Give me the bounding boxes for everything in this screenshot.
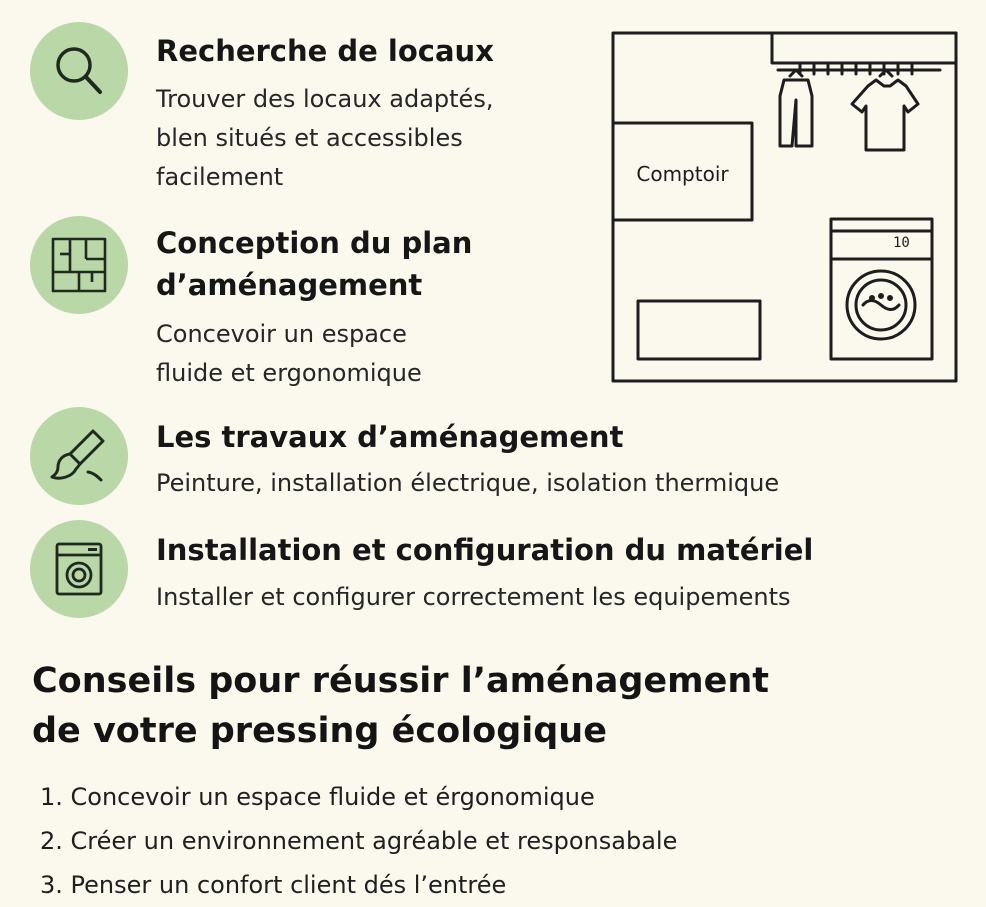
hanging-shirt-icon [852,70,918,150]
service-title-line: Conception du plan [156,226,473,260]
service-description [156,578,790,617]
rail-hooks [800,64,912,74]
service-title [156,222,472,306]
clothes-rack-frame [772,33,956,63]
paint-brush-icon [30,407,128,505]
service-description-line: Installer et configurer correctement les equipements [156,583,791,611]
floor-plan-outline [613,33,956,381]
service-description-line: Peinture, installation électrique, isolation thermique [156,469,780,497]
tips-list-item: 1. Concevoir un espace fluide et érgonomique [40,783,595,811]
service-title-line: Les travaux d’aménagement [156,420,624,454]
machine-number-label: 10 [893,235,910,251]
service-description-line: Concevoir un espace [156,320,407,348]
tips-heading-line: Conseils pour réussir l’aménagement [32,661,770,701]
service-description-line: fluide et ergonomique [156,359,422,387]
floor-plan-icon [30,216,128,314]
tips-list-item: 3. Penser un confort client dés l’entrée [40,871,507,899]
service-description [156,315,422,393]
search-icon [30,22,128,120]
washing-machine-icon [30,520,128,618]
service-description-line: Trouver des locaux adaptés, [156,85,494,113]
service-title [156,416,623,458]
counter [613,123,752,220]
service-description-line: blen situés et accessibles [156,124,463,152]
service-title-line: Recherche de locaux [156,34,494,68]
service-title [156,529,813,571]
service-title-line: d’aménagement [156,268,423,302]
hanging-coat-icon [780,70,812,146]
washing-machine [831,219,932,359]
tips-heading [32,656,769,756]
tips-list [40,775,677,907]
service-description-line: facilement [156,163,284,191]
counter-label: Comptoir [636,162,729,186]
tips-heading-line: de votre pressing écologique [32,711,607,751]
service-description [156,464,779,503]
bench [638,301,760,359]
service-title [156,30,494,72]
tips-list-item: 2. Créer un environnement agréable et responsabale [40,827,678,855]
service-description [156,80,493,197]
service-title-line: Installation et configuration du matériel [156,533,814,567]
